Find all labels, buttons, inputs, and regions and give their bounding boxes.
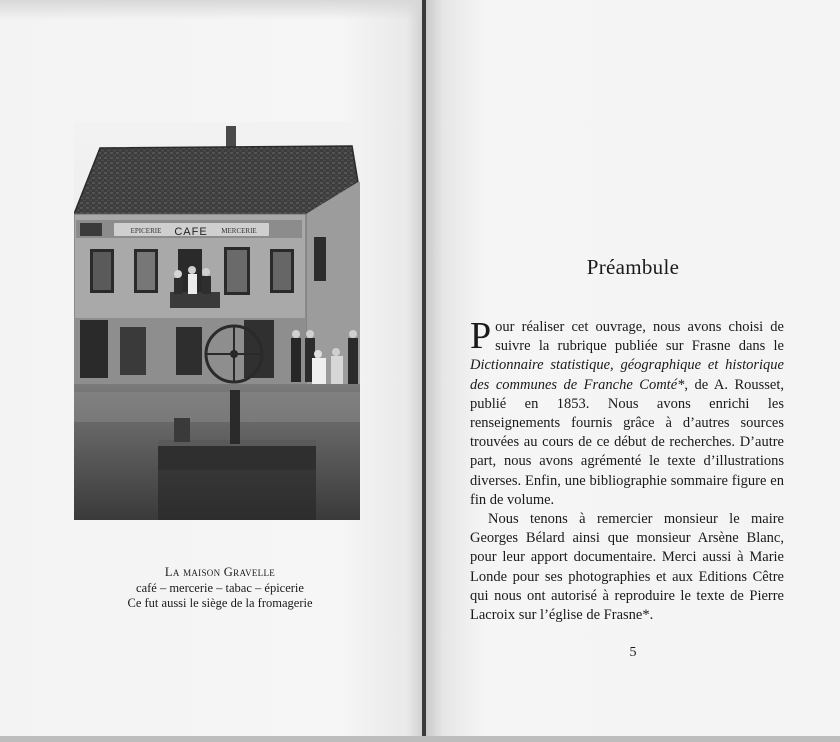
page-heading: Préambule xyxy=(586,255,680,279)
sign-cafe: CAFE xyxy=(174,226,208,238)
paragraph-1-text-a: our réaliser cet ouvrage, nous avons choisi de suivre la rubrique publiée sur Frasne dans le xyxy=(495,319,784,355)
caption-title: La maison Gravelle xyxy=(164,565,276,579)
paragraph-1 xyxy=(470,315,784,510)
dictionary-title: Dictionnaire statistique, géographique et historique des communes de Franche Comté* xyxy=(470,357,784,393)
caption-line-2: café – mercerie – tabac – épicerie xyxy=(136,580,304,595)
caption-line-3: Ce fut aussi le siège de la fromagerie xyxy=(127,596,313,610)
sign-mercerie: MERCERIE xyxy=(221,227,257,235)
paragraph-1-text-b: , de A. Rousset, publié en 1853. Nous avons enrichi les renseignements fournis grâce à d’autres sources trouvées au cours de ce début de recherches. D’autre part, nous avons agrémenté le texte d’illustrations diverses. Enfin, une bibliographie sommaire figure en fin de volume. xyxy=(470,376,784,508)
drop-cap: P xyxy=(470,315,492,357)
page-bottom-edge xyxy=(0,736,840,742)
sign-epicerie: EPICERIE xyxy=(130,227,162,235)
photo-caption xyxy=(60,565,380,612)
body-text xyxy=(470,315,784,625)
page-number: 5 xyxy=(629,645,637,660)
page-edge-shadow xyxy=(0,0,424,20)
paragraph-2: Nous tenons à remercier monsieur le maire Georges Bélard ainsi que monsieur Arsène Blanc, pour leur apport documentaire. Merci aussi à Marie Londe pour ses photographies et aux Editions Cêtre qui nous ont autorisé à reproduire le texte de Pierre Lacroix sur l’église de Frasne*. xyxy=(470,511,784,624)
house-photo xyxy=(74,122,360,520)
maison-gravelle-image xyxy=(74,122,360,520)
